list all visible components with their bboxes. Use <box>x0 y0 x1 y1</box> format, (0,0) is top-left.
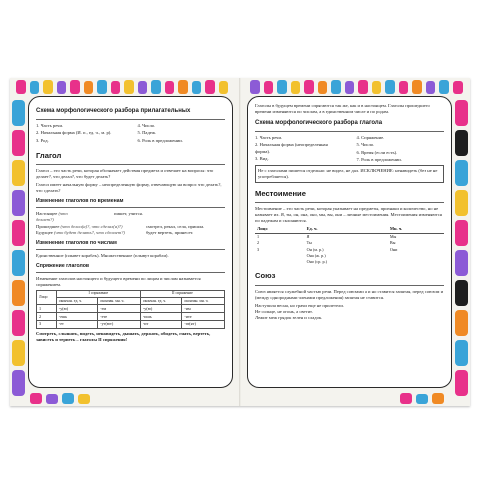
table-cell: Оно (ср. р.) <box>306 259 327 265</box>
union-section-title: Союз <box>255 271 276 281</box>
table-header: Лицо <box>255 226 305 233</box>
future-tense-text: Глаголы в будущем времени спрягаются так же, как и в настоящем. Глаголы прошедшего времени изменяются по числам, а в единственном числе и по родам. <box>255 103 430 115</box>
table-cell: 2 <box>257 240 260 246</box>
list-item: 1. Часть речи. <box>36 122 64 128</box>
conjugation-table <box>36 290 225 329</box>
pronoun-definition: Местоимение – это часть речи, которая указывает на предметы, признаки и количество, но не называет их. Я, ты, он, она, оно, мы, вы, они – личные местоимения. Местоимения изменяются по падежам и склоняются. <box>255 205 442 223</box>
tense-name: Будущее <box>36 229 53 235</box>
table-cell: Я <box>306 234 310 240</box>
table-cell: -ет <box>56 320 97 328</box>
table-cell: 1 <box>37 305 57 313</box>
table-cell: Он (м. р.) <box>306 246 324 252</box>
table-cell: -у(ю) <box>140 305 181 313</box>
table-cell: Она (ж. р.) <box>306 253 326 259</box>
example-sentence: Не солнце, не огонь, а светит. <box>255 308 313 314</box>
table-cell: -ишь <box>140 313 181 321</box>
table-row <box>37 313 225 321</box>
list-item: 2. Начальная форма (неопределенная форма). <box>255 142 328 154</box>
table-cell: -им <box>182 305 225 313</box>
verb-initial-form: Глагол имеет начальную форму – неопределенную форму, отвечающую на вопрос что делать?, что сделать? <box>36 182 222 194</box>
table-cell: 1 <box>257 234 260 240</box>
tense-title: Изменение глаголов по временам <box>36 198 124 205</box>
list-item: 3. Вид. <box>255 155 269 161</box>
adjective-scheme-title: Схема морфологического разбора прилагательных <box>36 108 191 114</box>
notebook-spine <box>239 78 241 406</box>
table-header: Мн. ч. <box>388 226 444 233</box>
union-text: Союз является служебной частью речи. Перед союзами а и но ставится запятая, перед союзом и (между однородными членами предложения) запятая не ставится. <box>255 288 444 300</box>
table-subheader: окончан. ед. ч. <box>140 298 181 305</box>
divider <box>36 272 225 273</box>
example-sentence: Лежит меж грядок зелен и сладок. <box>255 314 323 320</box>
tense-example: пишет, учится. <box>114 211 143 217</box>
table-cell: -ит <box>140 320 181 328</box>
table-cell: Мы <box>389 234 397 240</box>
example-sentence: Наступила весна, но грачи еще не прилетели. <box>255 302 344 308</box>
list-item: 1. Часть речи. <box>255 135 283 141</box>
table-cell: -ете <box>98 313 141 321</box>
notebook-spread <box>10 78 470 406</box>
divider <box>36 249 225 250</box>
tense-row <box>36 211 225 223</box>
table-cell: 3 <box>37 320 57 328</box>
list-item: 2. Начальная форма (И. п., ед. ч., м. р). <box>36 130 112 136</box>
list-item: 5. Падеж. <box>137 130 157 136</box>
ne-rule: Не с глаголами пишется отдельно: не видел, не дал. ИСКЛЮЧЕНИЕ: ненавидеть (без не не употребляется). <box>255 165 444 182</box>
tense-question: (что делает?) <box>36 211 68 223</box>
divider <box>36 164 225 165</box>
table-cell <box>255 259 305 265</box>
pronoun-table <box>255 226 444 265</box>
table-cell: -ут(ют) <box>98 320 141 328</box>
list-item: 5. Число. <box>356 142 375 148</box>
table-cell: 3 <box>257 246 260 252</box>
divider <box>36 207 225 208</box>
tense-name: Прошедшее <box>36 223 60 229</box>
table-cell: -ем <box>98 305 141 313</box>
divider <box>255 202 444 203</box>
table-header: Ед. ч. <box>305 226 388 233</box>
tense-question: (что делал(а)?, что сделал(а)?) <box>60 223 123 229</box>
table-row <box>37 305 225 313</box>
verb-section-title: Глагол <box>36 150 62 160</box>
list-item: 3. Род. <box>36 137 49 143</box>
pronoun-section-title: Местоимение <box>255 188 306 198</box>
adjective-scheme-list <box>36 123 225 145</box>
table-row <box>37 320 225 328</box>
table-row <box>255 233 444 240</box>
list-item: 6. Роль в предложении. <box>137 137 183 143</box>
table-subheader: окончан. ед. ч. <box>56 298 97 305</box>
table-cell: -ат(ят) <box>182 320 225 328</box>
list-item: 6. Время (если есть). <box>356 149 398 155</box>
verb-scheme-list <box>255 135 444 164</box>
number-title: Изменение глаголов по числам <box>36 239 117 246</box>
table-cell: -ите <box>182 313 225 321</box>
table-subheader: окончан. мн. ч. <box>182 298 225 305</box>
table-cell <box>388 259 444 265</box>
table-cell: Ты <box>306 240 312 246</box>
right-page-card <box>247 96 452 388</box>
tense-row <box>36 230 225 236</box>
list-item: 4. Спряжение. <box>356 135 385 141</box>
table-cell: 2 <box>37 313 57 321</box>
conjugation-exceptions: Смотреть, слышать, видеть, ненавидеть, дышать, держать, обидеть, гнать, вертеть, зависеть и терпеть – глаголы II спряжения! <box>36 330 211 342</box>
tense-name: Настоящее <box>36 211 58 217</box>
list-item: 7. Роль в предложении. <box>356 157 402 163</box>
tense-example: будет вертеть, принесет. <box>146 229 194 235</box>
divider <box>36 119 225 120</box>
table-header: II спряжение <box>140 290 224 297</box>
list-item: 4. Число. <box>137 122 156 128</box>
table-row <box>255 259 444 265</box>
table-header: I спряжение <box>56 290 140 297</box>
verb-definition: Глагол – это часть речи, которая обозначает действия предмета и отвечает на вопросы: что делает?, что делал?, что будет делать? <box>36 167 214 180</box>
table-subheader: окончан. мн. ч. <box>98 298 141 305</box>
conjugation-title: Спряжение глаголов <box>36 262 90 269</box>
tense-example: смотрел, рекал, села, пришла. <box>146 223 205 229</box>
number-text: Единственное (плывет кораблъ). Множественное (плывут корабли). <box>36 252 169 258</box>
left-page-card <box>28 96 233 388</box>
table-header: Лицо <box>37 290 57 304</box>
conjugation-text: Изменение глаголов настоящего и будущего времени по лицам и числам называется спряжением. <box>36 275 201 287</box>
divider <box>255 131 444 132</box>
table-cell: -ешь <box>56 313 97 321</box>
table-cell: Они <box>389 246 398 252</box>
table-cell: Вы <box>389 240 396 246</box>
tense-question: (что будет делать?, что сделает?) <box>53 229 125 235</box>
divider <box>255 285 444 286</box>
table-cell: -у(ю) <box>56 305 97 313</box>
verb-scheme-title: Схема морфологического разбора глагола <box>255 120 383 127</box>
